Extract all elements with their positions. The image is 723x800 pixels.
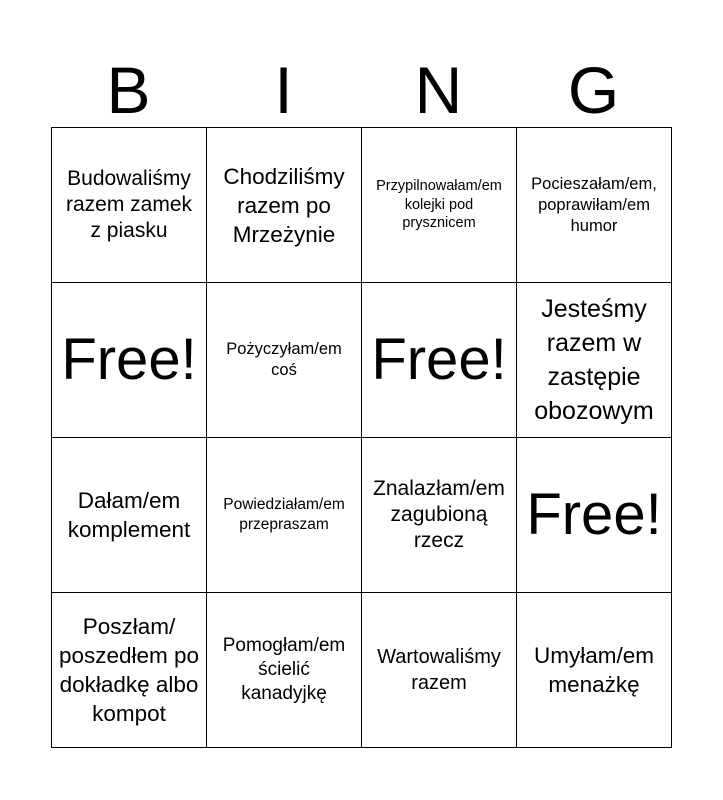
bingo-cell[interactable] (362, 438, 517, 593)
bingo-cell[interactable] (362, 593, 517, 748)
cell-text: Znalazłam/em zagubioną rzecz (373, 477, 505, 552)
cell-text: Pocieszałam/em, poprawiłam/em humor (531, 174, 657, 235)
bingo-cell[interactable] (52, 593, 207, 748)
cell-text: Pożyczyłam/em coś (226, 340, 342, 379)
bingo-cell[interactable] (52, 438, 207, 593)
cell-text: Poszłam/ poszedłem po dokładkę albo kompot (58, 614, 200, 726)
bingo-cell[interactable] (207, 593, 362, 748)
title-letter-i: I (274, 53, 293, 127)
title-letter-g: G (567, 53, 620, 127)
bingo-cell[interactable] (207, 438, 362, 593)
bingo-cell[interactable] (362, 128, 517, 283)
cell-text: Budowaliśmy razem zamek z piasku (65, 167, 193, 242)
bingo-cell[interactable] (517, 128, 672, 283)
bingo-cell[interactable] (517, 593, 672, 748)
bingo-cell-free[interactable] (52, 283, 207, 438)
title-letter-b: B (106, 53, 151, 127)
title-letter-n: N (414, 53, 463, 127)
bingo-cell[interactable] (207, 128, 362, 283)
bingo-cell[interactable] (207, 283, 362, 438)
bingo-cell-free[interactable] (517, 438, 672, 593)
bingo-board (51, 127, 672, 748)
bingo-cell-free[interactable] (362, 283, 517, 438)
bingo-cell[interactable] (517, 283, 672, 438)
cell-text: Przypilnowałam/em kolejki pod prysznicem (376, 178, 502, 232)
free-text: Free! (371, 327, 507, 392)
cell-text: Chodziliśmy razem po Mrzeżynie (223, 163, 345, 247)
cell-text: Pomogłam/em ścielić kanadyjkę (222, 635, 346, 704)
cell-text: Powiedziałam/em przepraszam (223, 496, 345, 533)
bingo-title (51, 52, 671, 128)
free-text: Free! (61, 327, 197, 392)
free-text: Free! (526, 482, 662, 547)
cell-text: Dałam/em komplement (67, 488, 191, 542)
cell-text: Umyłam/em menażkę (533, 643, 654, 697)
bingo-cell[interactable] (52, 128, 207, 283)
cell-text: Jesteśmy razem w zastępie obozowym (534, 295, 654, 425)
cell-text: Wartowaliśmy razem (377, 646, 501, 694)
